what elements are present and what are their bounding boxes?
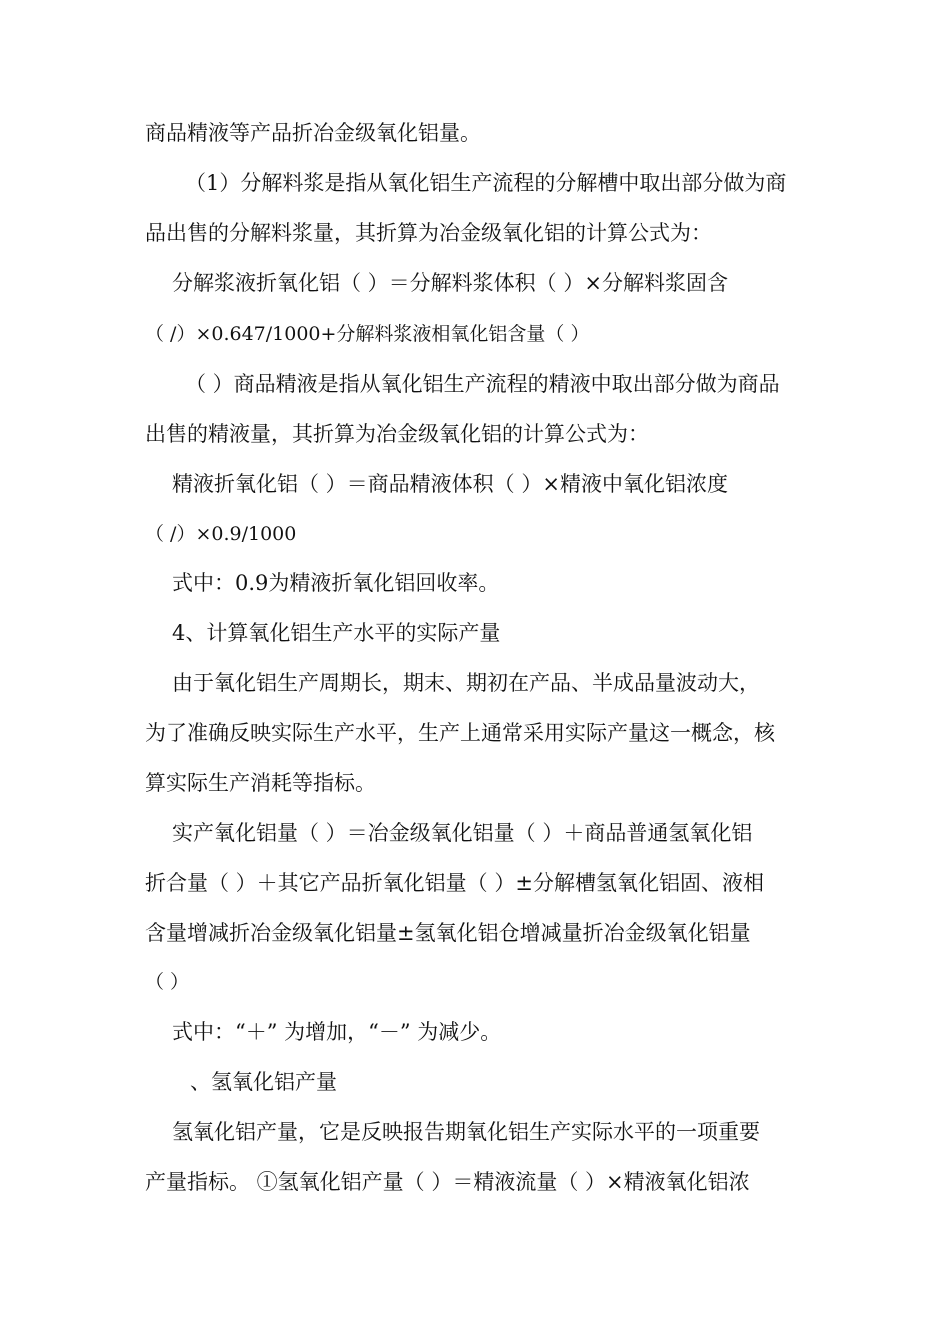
text-line-2: （1）分解料浆是指从氧化铝生产流程的分解槽中取出部分做为商 — [185, 171, 787, 195]
text-line-1: 商品精液等产品折冶金级氧化铝量。 — [145, 121, 481, 145]
formula-line-2: （ /）×0.647/1000+分解料浆液相氧化铝含量（ ） — [145, 323, 590, 345]
formula-line-3: 精液折氧化铝（ ）＝商品精液体积（ ）×精液中氧化铝浓度 — [172, 472, 728, 496]
formula-line-7: 含量增减折冶金级氧化铝量±氢氧化铝仓增减量折冶金级氧化铝量 — [145, 921, 751, 945]
formula-line-5: 实产氧化铝量（ ）＝冶金级氧化铝量（ ）＋商品普通氢氧化铝 — [172, 821, 753, 845]
text-line-9: 算实际生产消耗等指标。 — [145, 771, 376, 795]
text-line-8: 为了准确反映实际生产水平，生产上通常采用实际产量这一概念，核 — [145, 721, 775, 745]
text-line-5: 出售的精液量，其折算为冶金级氧化铝的计算公式为： — [145, 422, 649, 446]
text-line-6: 式中：0.9为精液折氧化铝回收率。 — [172, 571, 500, 595]
text-line-4: （ ）商品精液是指从氧化铝生产流程的精液中取出部分做为商品 — [185, 372, 780, 396]
section-heading-4: 4、计算氧化铝生产水平的实际产量 — [172, 621, 501, 645]
text-line-7: 由于氧化铝生产周期长，期末、期初在产品、半成品量波动大， — [172, 671, 760, 695]
text-line-3: 品出售的分解料浆量，其折算为冶金级氧化铝的计算公式为： — [145, 221, 712, 245]
text-line-10: 式中：“＋” 为增加，“－” 为减少。 — [172, 1020, 502, 1044]
formula-line-4: （ /）×0.9/1000 — [145, 523, 297, 545]
section-heading-aluminum-hydroxide: 、氢氧化铝产量 — [190, 1070, 337, 1094]
formula-line-8: （ ） — [145, 971, 190, 993]
formula-line-6: 折合量（ ）＋其它产品折氧化铝量（ ）±分解槽氢氧化铝固、液相 — [145, 871, 764, 895]
formula-line-1: 分解浆液折氧化铝（ ）＝分解料浆体积（ ）×分解料浆固含 — [172, 271, 728, 295]
text-line-12: 产量指标。 ①氢氧化铝产量（ ）＝精液流量（ ）×精液氧化铝浓 — [145, 1170, 750, 1194]
text-line-11: 氢氧化铝产量，它是反映报告期氧化铝生产实际水平的一项重要 — [172, 1120, 760, 1144]
